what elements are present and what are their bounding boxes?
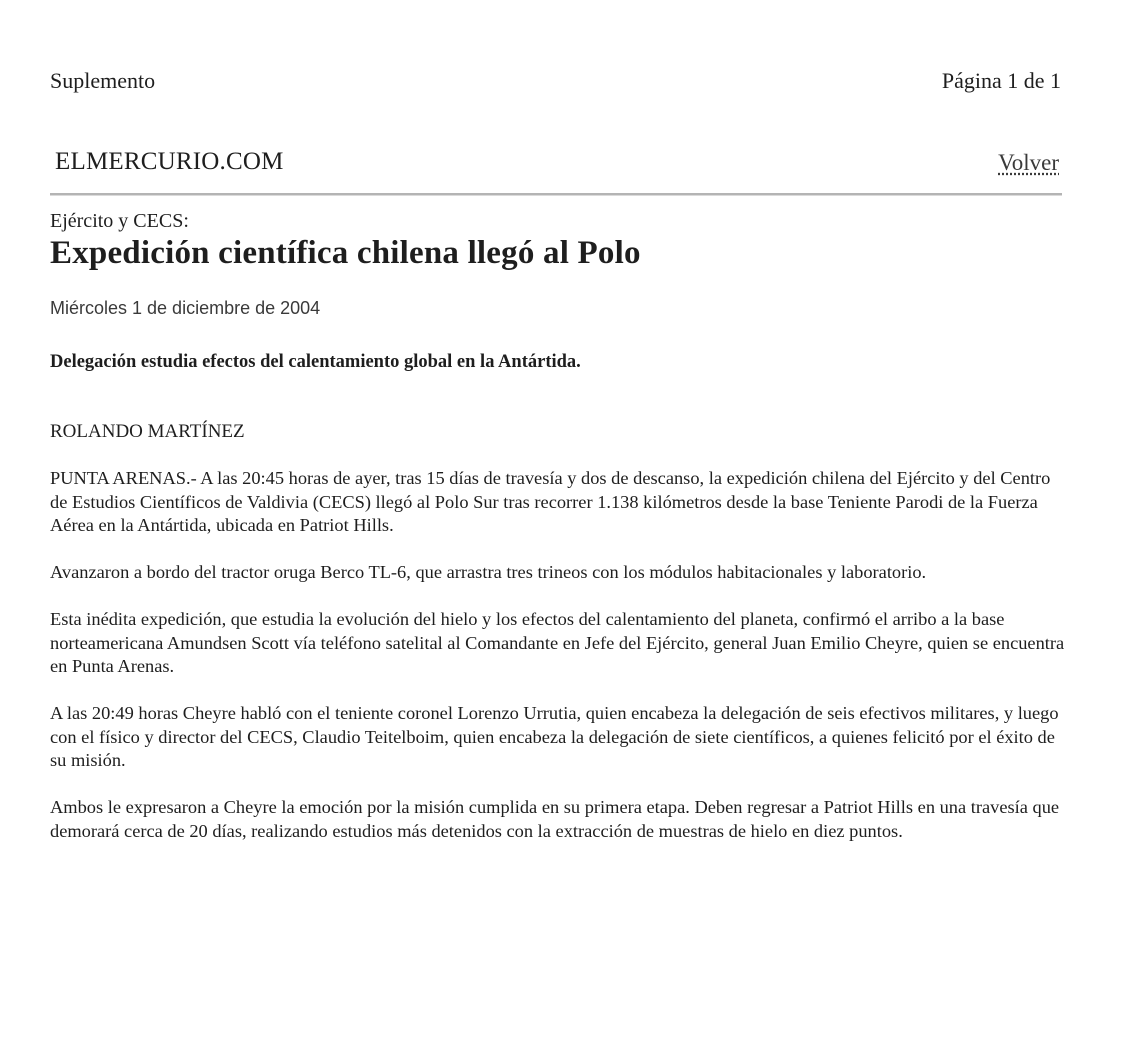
- article-body: [50, 467, 1065, 867]
- page-number: Página 1 de 1: [941, 68, 1061, 93]
- article-paragraph: PUNTA ARENAS.- A las 20:45 horas de ayer, tras 15 días de travesía y dos de descanso, la expedición chilena del Ejército y del Centro de Estudios Científicos de Valdivia (CECS) llegó al Polo Sur tras recorrer 1.138 kilómetros desde la base Teniente Parodi de la Fuerza Aérea en la Antártida, ubicada en Patriot Hills.: [50, 468, 1051, 535]
- article-paragraph: Avanzaron a bordo del tractor oruga Berco TL-6, que arrastra tres trineos con los módulos habitacionales y laboratorio.: [50, 562, 927, 582]
- back-link[interactable]: Volver: [998, 150, 1059, 175]
- article-date: Miércoles 1 de diciembre de 2004: [50, 298, 321, 318]
- article-title: Expedición científica chilena llegó al Polo: [50, 235, 641, 271]
- article-kicker: Ejército y CECS:: [50, 210, 189, 232]
- article-paragraph: A las 20:49 horas Cheyre habló con el teniente coronel Lorenzo Urrutia, quien encabeza la delegación de seis efectivos militares, y luego con el físico y director del CECS, Claudio Teitelboim, quien encabeza la delegación de siete científicos, a quienes felicitó por el éxito de su misión.: [50, 703, 1059, 770]
- header-divider: [50, 193, 1062, 196]
- site-name: ELMERCURIO.COM: [55, 148, 284, 175]
- article-paragraph: Ambos le expresaron a Cheyre la emoción por la misión cumplida en su primera etapa. Deben regresar a Patriot Hills en una travesía que demorará cerca de 20 días, realizando estudios más detenidos con la extracción de muestras de hielo en diez puntos.: [50, 797, 1060, 841]
- section-label: Suplemento: [50, 68, 156, 93]
- article-byline: ROLANDO MARTÍNEZ: [50, 421, 245, 442]
- article-paragraph: Esta inédita expedición, que estudia la evolución del hielo y los efectos del calentamiento del planeta, confirmó el arribo a la base norteamericana Amundsen Scott vía teléfono satelital al Comandante en Jefe del Ejército, general Juan Emilio Cheyre, quien se encuentra en Punta Arenas.: [50, 609, 1065, 676]
- article-lede: Delegación estudia efectos del calentamiento global en la Antártida.: [50, 352, 581, 372]
